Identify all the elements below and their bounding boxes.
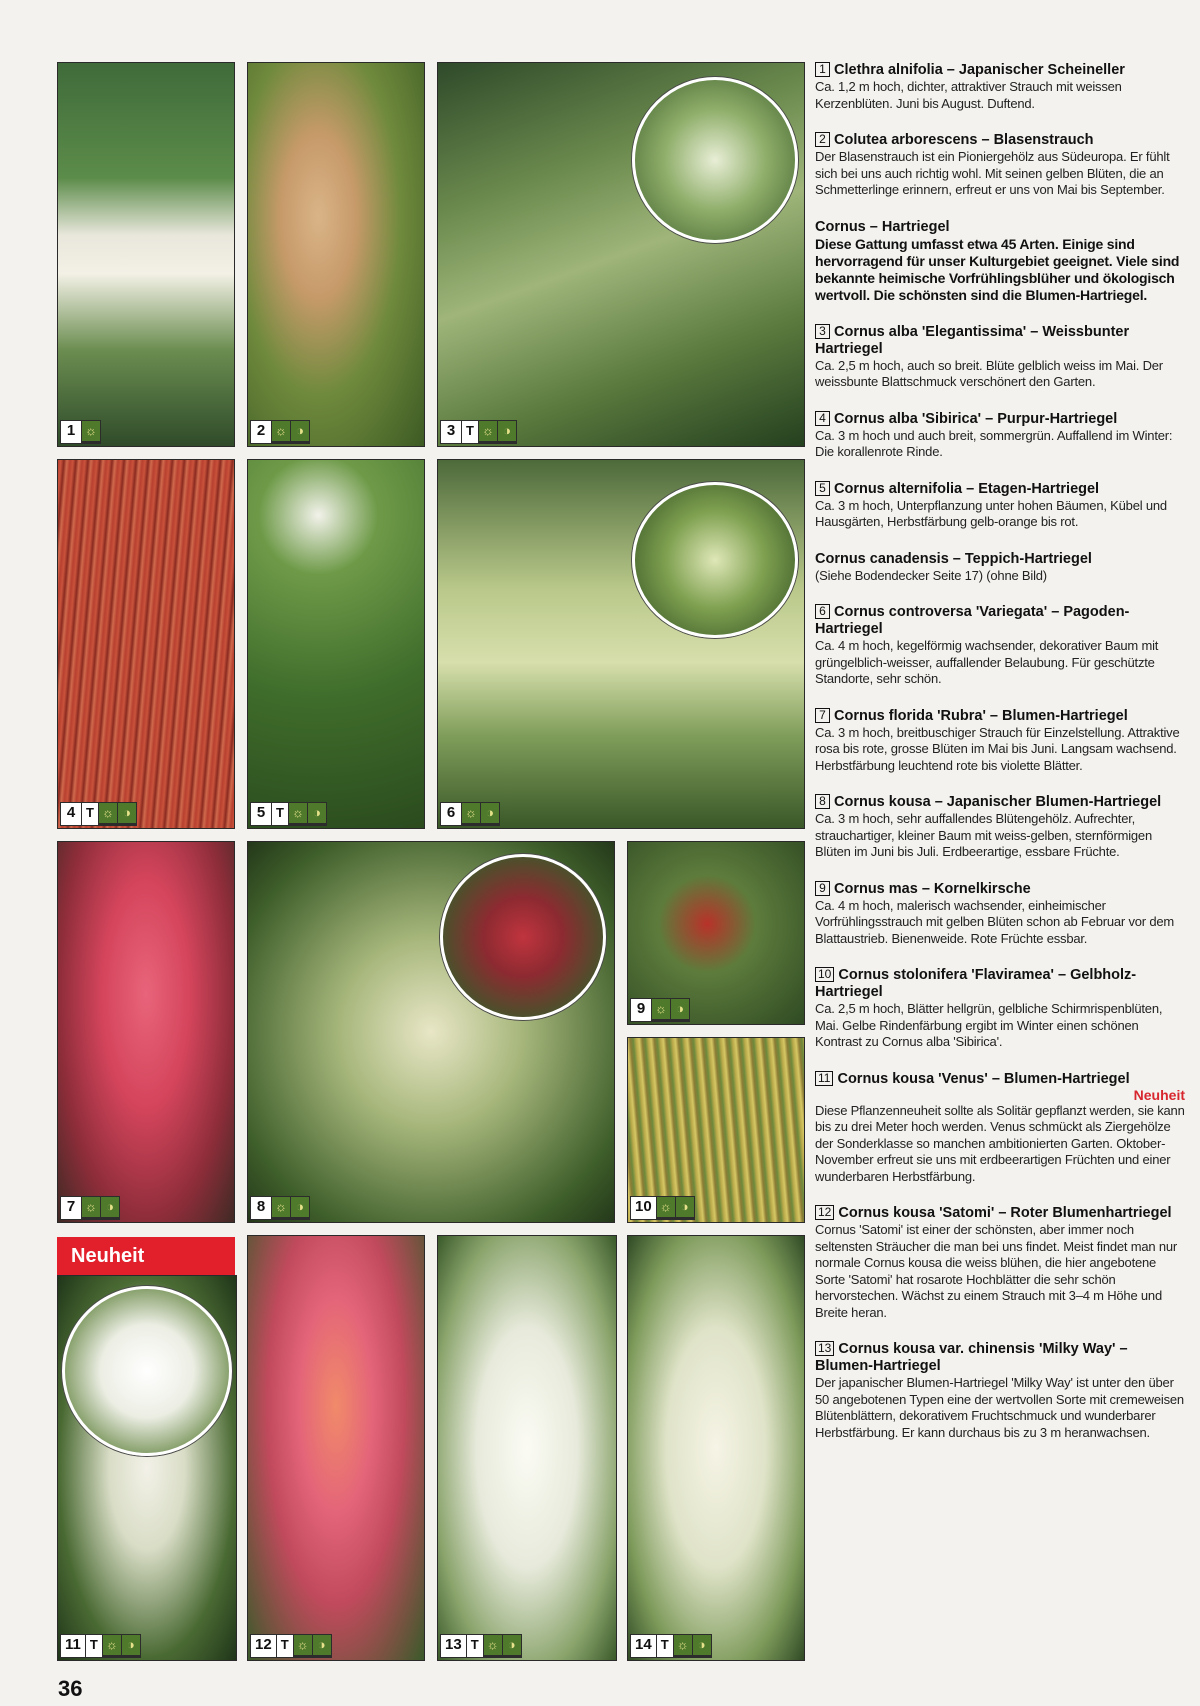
hardy-marker: T	[82, 803, 98, 825]
tag-7	[60, 1196, 120, 1220]
sun-icon: ☼	[479, 421, 497, 441]
inset-leaf-detail	[632, 482, 798, 638]
plant-entry	[815, 1071, 1185, 1186]
entry-heading	[815, 481, 1185, 498]
tag-8	[250, 1196, 310, 1220]
entry-description: Ca. 3 m hoch, breitbuschiger Strauch für Einzelstellung. Attraktive rosa bis rote, grosse Blüten im Mai bis Juni. Langsam wachsend. Herbstfärbung leuchtend rote bis violette Blätter.	[815, 724, 1180, 773]
photo-number: 2	[251, 421, 271, 443]
sun-icon: ☼	[103, 1635, 121, 1655]
sun-icon: ☼	[272, 1197, 290, 1217]
photo-clethra	[57, 62, 235, 447]
sun-icon: ☼	[99, 803, 117, 823]
plant-entry	[815, 794, 1185, 861]
tag-13	[440, 1634, 522, 1658]
plant-entry	[815, 411, 1185, 461]
entry-description: Ca. 3 m hoch, Unterpflanzung unter hohen Bäumen, Kübel und Hausgärten, Herbstfärbung gelb-orange bis rot.	[815, 497, 1167, 529]
half-shade-icon: ◑	[481, 803, 499, 823]
entry-number: 10	[815, 967, 834, 982]
sun-icon: ☼	[652, 999, 670, 1019]
photo-number: 5	[251, 803, 271, 825]
entry-number: 8	[815, 794, 830, 809]
half-shade-icon: ◑	[101, 1197, 119, 1217]
half-shade-icon: ◑	[693, 1635, 711, 1655]
plant-descriptions	[815, 62, 1185, 1461]
photo-number: 6	[441, 803, 461, 825]
photo-cornus-kousa	[247, 841, 615, 1223]
photo-number: 7	[61, 1197, 81, 1219]
entry-number: 6	[815, 604, 830, 619]
photo-cornus-alba-elegantissima	[437, 62, 805, 447]
entry-title: Cornus florida 'Rubra' – Blumen-Hartriegel	[834, 707, 1128, 724]
entry-heading	[815, 62, 1185, 79]
photo-cornus-kousa-satomi	[247, 1235, 425, 1661]
entry-description: Ca. 2,5 m hoch, auch so breit. Blüte gelblich weiss im Mai. Der weissbunte Blattschmuck verschönert den Garten.	[815, 357, 1163, 389]
photo-cornus-alternifolia	[247, 459, 425, 829]
tag-4	[60, 802, 137, 826]
plant-entry	[815, 62, 1185, 112]
entry-heading	[815, 324, 1185, 358]
tag-12	[250, 1634, 332, 1658]
photo-number: 13	[441, 1635, 466, 1657]
tag-10	[630, 1196, 695, 1220]
entry-description: Der Blasenstrauch ist ein Pioniergehölz aus Südeuropa. Er fühlt sich bei uns auch richtig wohl. Mit seinen gelben Blüten, die an Schmetterlinge erinnern, erfreut er uns von Mai bis September.	[815, 149, 1170, 197]
photo-number: 1	[61, 421, 81, 443]
entry-title: Cornus alternifolia – Etagen-Hartriegel	[834, 480, 1100, 497]
entry-description: Ca. 4 m hoch, malerisch wachsender, einheimischer Vorfrühlingsstrauch mit gelben Blüten schon ab Februar vor dem Blattaustrieb. Bienenweide. Rote Früchte essbar.	[815, 897, 1175, 946]
hardy-marker: T	[277, 1635, 293, 1657]
entry-title: Cornus kousa 'Satomi' – Roter Blumenhartriegel	[838, 1205, 1172, 1221]
photo-number: 8	[251, 1197, 271, 1219]
photo-cornus-kousa-venus	[57, 1275, 237, 1661]
entry-description: Der japanischer Blumen-Hartriegel 'Milky Way' ist unter den über 50 angebotenen Typen eine der wertvollen Sorte mit cremeweisen Blütenblättern, dekorativem Fruchtschmuck und wunderbarer Herbstfärbung. Er kann durchaus bis zu 3 m heranwachsen.	[815, 1375, 1184, 1440]
photo-number: 14	[631, 1635, 656, 1657]
half-shade-icon: ◑	[308, 803, 326, 823]
hardy-marker: T	[657, 1635, 673, 1657]
entry-description: Ca. 3 m hoch, sehr auffallendes Blütengehölz. Aufrechter, strauchartiger, kleiner Baum mit weiss-gelben, sternförmigen Blüten im Juni bis Juli. Erdbeerartige, essbare Früchte.	[815, 811, 1152, 859]
photo-cornus-mas	[627, 841, 805, 1025]
plant-entry	[815, 324, 1185, 391]
plant-entry	[815, 967, 1185, 1051]
entry-description: Ca. 4 m hoch, kegelförmig wachsender, dekorativer Baum mit grüngelblich-weisser, auffallender Belaubung. Für geschützte Standorte, sehr schön.	[815, 638, 1159, 686]
plant-entry	[815, 1205, 1185, 1321]
photo-number: 9	[631, 999, 651, 1021]
tag-5	[250, 802, 327, 826]
tag-2	[250, 420, 310, 444]
sun-icon: ☼	[272, 421, 290, 441]
entry-description: Diese Pflanzenneuheit sollte als Solitär gepflanzt werden, sie kann bis zu drei Meter hoch werden. Venus schmückt als Ziergehölze der Sonderklasse so manchen ambitionierten Garten. Oktober-November erfreut sie uns mit erdbeerartigen Früchten und einer wunderbaren Herbstfärbung.	[815, 1102, 1185, 1184]
entry-number: 2	[815, 132, 830, 147]
entry-heading	[815, 881, 1185, 898]
photo-number: 12	[251, 1635, 276, 1657]
entry-title: Cornus kousa – Japanischer Blumen-Hartriegel	[834, 794, 1162, 810]
tag-6	[440, 802, 500, 826]
photo-cornus-stolonifera	[627, 1037, 805, 1223]
plant-entry	[815, 481, 1185, 531]
entry-number: 7	[815, 708, 830, 723]
inset-leaf-detail	[632, 77, 798, 243]
half-shade-icon: ◑	[313, 1635, 331, 1655]
plant-entry	[815, 881, 1185, 948]
photo-number: 4	[61, 803, 81, 825]
entry-heading	[815, 1205, 1185, 1222]
plant-entry	[815, 708, 1185, 775]
sun-icon: ☼	[674, 1635, 692, 1655]
entry-number: 9	[815, 881, 830, 896]
plant-entry	[815, 551, 1185, 585]
entry-description: Ca. 2,5 m hoch, Blätter hellgrün, gelbliche Schirmrispenblüten, Mai. Gelbe Rindenfärbung ergibt im Winter einen schönen Kontrast zu Cornus alba 'Sibirica'.	[815, 1001, 1163, 1049]
entry-heading	[815, 132, 1185, 149]
tag-3	[440, 420, 517, 444]
sun-icon: ☼	[462, 803, 480, 823]
entry-number: 13	[815, 1341, 834, 1356]
half-shade-icon: ◑	[503, 1635, 521, 1655]
entry-title: Cornus canadensis – Teppich-Hartriegel	[815, 550, 1092, 567]
half-shade-icon: ◑	[291, 1197, 309, 1217]
photo-colutea	[247, 62, 425, 447]
entry-description: Diese Gattung umfasst etwa 45 Arten. Einige sind hervorragend für unser Kulturgebiet geeignet. Viele sind bekannte heimische Vorfrühlingsblüher und ökologisch wertvoll. Die schönsten sind die Blumen-Hartriegel.	[815, 235, 1180, 303]
entry-heading	[815, 1071, 1185, 1088]
entry-title: Cornus – Hartriegel	[815, 218, 950, 235]
sun-icon: ☼	[484, 1635, 502, 1655]
entry-title: Cornus kousa var. chinensis 'Milky Way' – Blumen-Hartriegel	[815, 1341, 1128, 1374]
new-badge: Neuheit	[1133, 1086, 1185, 1103]
new-banner: Neuheit	[57, 1237, 235, 1275]
entry-heading	[815, 219, 1185, 236]
tag-14	[630, 1634, 712, 1658]
entry-description: Ca. 3 m hoch und auch breit, sommergrün. Auffallend im Winter: Die korallenrote Rinde.	[815, 427, 1173, 459]
entry-title: Cornus alba 'Elegantissima' – Weissbunter Hartriegel	[815, 323, 1130, 357]
sun-icon: ☼	[294, 1635, 312, 1655]
sun-icon: ☼	[82, 421, 100, 441]
plant-entry	[815, 1341, 1185, 1441]
entry-heading	[815, 411, 1185, 428]
hardy-marker: T	[467, 1635, 483, 1657]
entry-number: 4	[815, 411, 830, 426]
photo-cornus-controversa	[437, 459, 805, 829]
hardy-marker: T	[462, 421, 478, 443]
entry-description: Cornus 'Satomi' ist einer der schönsten, aber immer noch seltensten Sträucher die man bei uns findet. Meist findet man nur normale Cornus kousa die weiss blühen, die hier angebotene Sorte 'Satomi' hat rosarote Hochblätter die sehr schön hervorstechen. Wächst zu einem Strauch mit 3–4 m Höhe und Breite heran.	[815, 1222, 1178, 1320]
half-shade-icon: ◑	[118, 803, 136, 823]
sun-icon: ☼	[82, 1197, 100, 1217]
tag-9	[630, 998, 690, 1022]
entry-heading	[815, 967, 1185, 1001]
photo-cornus-kousa-milky-way	[627, 1235, 805, 1661]
entry-number: 3	[815, 324, 830, 339]
half-shade-icon: ◑	[122, 1635, 140, 1655]
entry-heading	[815, 1341, 1185, 1375]
plant-entry	[815, 604, 1185, 688]
page-number: 36	[58, 1676, 83, 1701]
half-shade-icon: ◑	[291, 421, 309, 441]
tag-1	[60, 420, 101, 444]
half-shade-icon: ◑	[498, 421, 516, 441]
inset-fruit-detail	[440, 854, 606, 1020]
entry-title: Colutea arborescens – Blasenstrauch	[834, 132, 1094, 148]
entry-number: 5	[815, 481, 830, 496]
photo-cornus-florida-rubra	[57, 841, 235, 1223]
photo-number: 3	[441, 421, 461, 443]
photo-cornus-alba-sibirica	[57, 459, 235, 829]
hardy-marker: T	[86, 1635, 102, 1657]
entry-title: Cornus kousa 'Venus' – Blumen-Hartriegel	[837, 1070, 1130, 1087]
entry-title: Cornus alba 'Sibirica' – Purpur-Hartriegel	[834, 410, 1118, 427]
photo-number: 10	[631, 1197, 656, 1219]
inset-flower-detail	[62, 1286, 232, 1456]
half-shade-icon: ◑	[671, 999, 689, 1019]
entry-number: 11	[815, 1071, 833, 1086]
plant-entry	[815, 219, 1185, 304]
entry-heading	[815, 604, 1185, 638]
sun-icon: ☼	[289, 803, 307, 823]
entry-heading	[815, 794, 1185, 811]
entry-description: Ca. 1,2 m hoch, dichter, attraktiver Strauch mit weissen Kerzenblüten. Juni bis August. Duftend.	[815, 79, 1122, 111]
entry-description: (Siehe Bodendecker Seite 17) (ohne Bild)	[815, 567, 1047, 583]
half-shade-icon: ◑	[676, 1197, 694, 1217]
hardy-marker: T	[272, 803, 288, 825]
entry-title: Clethra alnifolia – Japanischer Scheineller	[834, 62, 1125, 78]
entry-number: 1	[815, 62, 830, 77]
tag-11	[60, 1634, 141, 1658]
entry-heading	[815, 708, 1185, 725]
plant-entry	[815, 132, 1185, 199]
entry-title: Cornus stolonifera 'Flaviramea' – Gelbholz-Hartriegel	[815, 967, 1137, 1000]
sun-icon: ☼	[657, 1197, 675, 1217]
entry-title: Cornus mas – Kornelkirsche	[834, 880, 1031, 897]
entry-title: Cornus controversa 'Variegata' – Pagoden-Hartriegel	[815, 604, 1130, 637]
entry-number: 12	[815, 1205, 834, 1220]
photo-cornus-kousa-chinensis	[437, 1235, 617, 1661]
photo-number: 11	[61, 1635, 85, 1657]
entry-heading	[815, 551, 1185, 568]
